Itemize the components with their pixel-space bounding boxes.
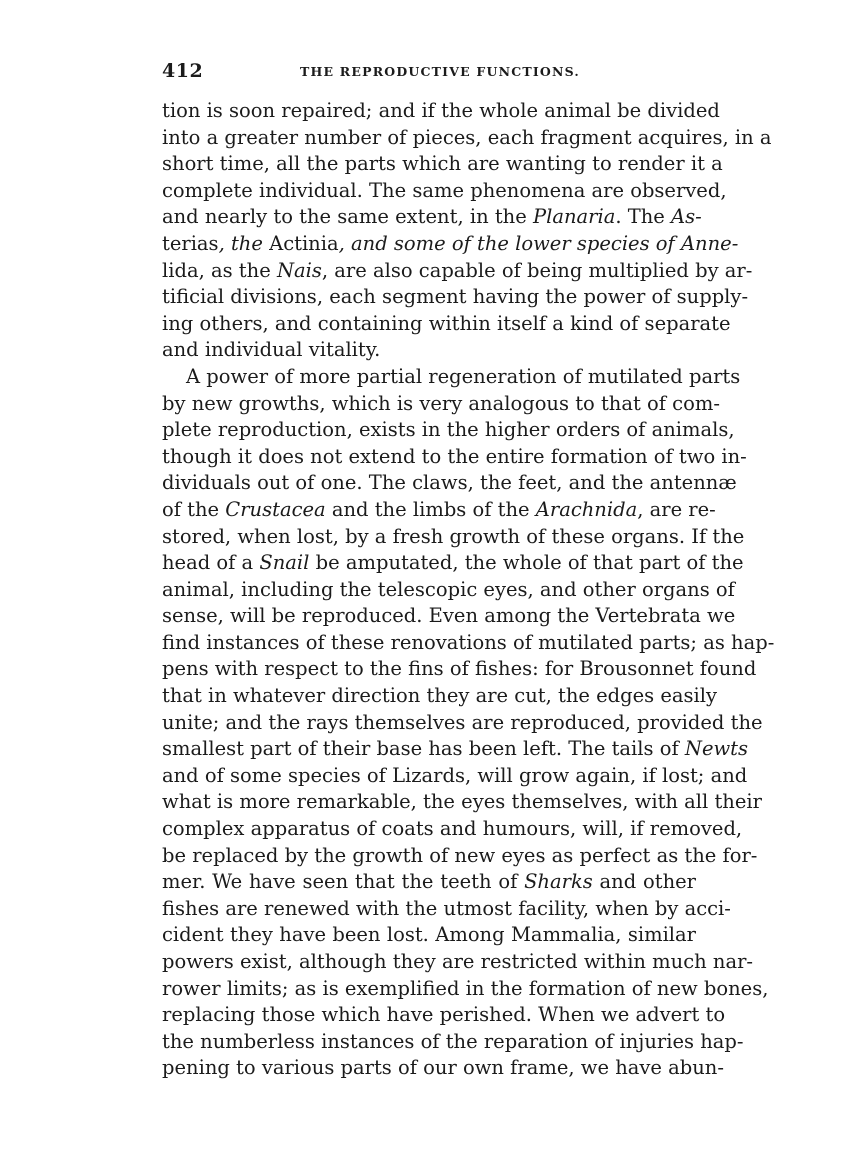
text-line: by new growths, which is very analogous to that of com-	[162, 391, 720, 415]
text-line: cident they have been lost. Among Mammalia, similar	[162, 923, 696, 947]
text-line: short time, all the parts which are wanting to render it a	[162, 152, 723, 176]
text-line: into a greater number of pieces, each fragment acquires, in a	[162, 125, 772, 149]
text-line: rower limits; as is exemplified in the formation of new bones,	[162, 976, 769, 1000]
page-header	[162, 60, 696, 90]
text-line: head of a Snail be amputated, the whole of that part of the	[162, 551, 744, 575]
text-line: dividuals out of one. The claws, the feet, and the antennæ	[162, 471, 737, 495]
italic-term: Sharks	[524, 870, 593, 894]
text-line: powers exist, although they are restricted within much nar-	[162, 950, 754, 973]
italic-term: Planaria	[532, 205, 616, 229]
italic-term: Arachnida	[535, 497, 638, 521]
text-line: complete individual. The same phenomena are observed,	[162, 178, 727, 202]
italic-term: Nais	[276, 258, 322, 282]
text-line: pens with respect to the fins of fishes: for Brousonnet found	[162, 657, 757, 681]
text-line: though it does not extend to the entire formation of two in-	[162, 444, 747, 468]
text-line: sense, will be reproduced. Even among the Vertebrata we	[162, 604, 736, 628]
text-line: lida, as the Nais, are also capable of being multiplied by ar-	[162, 258, 753, 282]
text-line: tificial divisions, each segment having the power of supply-	[162, 285, 749, 309]
text-line: unite; and the rays themselves are reproduced, provided the	[162, 710, 763, 734]
text-line: and individual vitality.	[162, 338, 381, 362]
italic-term: Newts	[684, 737, 749, 761]
italic-term: As-	[671, 205, 702, 229]
italic-term: , the	[218, 231, 270, 255]
text-line: replacing those which have perished. When we advert to	[162, 1003, 726, 1027]
body-text	[162, 98, 775, 1082]
italic-term: , and some of the lower species of Anne-	[338, 231, 739, 255]
text-line: mer. We have seen that the teeth of Sharks and other	[162, 870, 697, 894]
paragraph	[162, 98, 772, 364]
paragraph	[162, 364, 775, 1082]
text-line: and of some species of Lizards, will grow again, if lost; and	[162, 763, 748, 787]
text-line: plete reproduction, exists in the higher orders of animals,	[162, 418, 735, 442]
text-line: A power of more partial regeneration of mutilated parts	[186, 364, 741, 388]
italic-term: Snail	[259, 551, 310, 575]
text-line: stored, when lost, by a fresh growth of these organs. If the	[162, 524, 745, 548]
text-line: the numberless instances of the reparation of injuries hap-	[162, 1029, 744, 1053]
text-line: of the Crustacea and the limbs of the Arachnida, are re-	[162, 497, 716, 521]
text-line: and nearly to the same extent, in the Planaria. The As-	[162, 205, 702, 229]
text-line: what is more remarkable, the eyes themselves, with all their	[162, 790, 762, 814]
text-line: ing others, and containing within itself a kind of separate	[162, 311, 731, 335]
text-line: tion is soon repaired; and if the whole animal be divided	[162, 99, 720, 122]
text-line: be replaced by the growth of new eyes as perfect as the for-	[162, 843, 758, 867]
running-title: THE REPRODUCTIVE FUNCTIONS.	[300, 64, 580, 79]
text-line: find instances of these renovations of mutilated parts; as hap-	[162, 630, 775, 654]
text-line: complex apparatus of coats and humours, will, if removed,	[162, 817, 743, 841]
italic-term: Crustacea	[225, 497, 326, 521]
text-line: smallest part of their base has been left. The tails of Newts	[162, 737, 749, 761]
text-line: fishes are renewed with the utmost facility, when by acci-	[162, 896, 731, 920]
text-line: terias, the Actinia, and some of the lower species of Anne-	[162, 231, 739, 255]
page-number: 412	[162, 60, 204, 82]
text-line: that in whatever direction they are cut, the edges easily	[162, 684, 718, 708]
text-line: pening to various parts of our own frame, we have abun-	[162, 1056, 724, 1080]
text-line: animal, including the telescopic eyes, and other organs of	[162, 577, 735, 601]
